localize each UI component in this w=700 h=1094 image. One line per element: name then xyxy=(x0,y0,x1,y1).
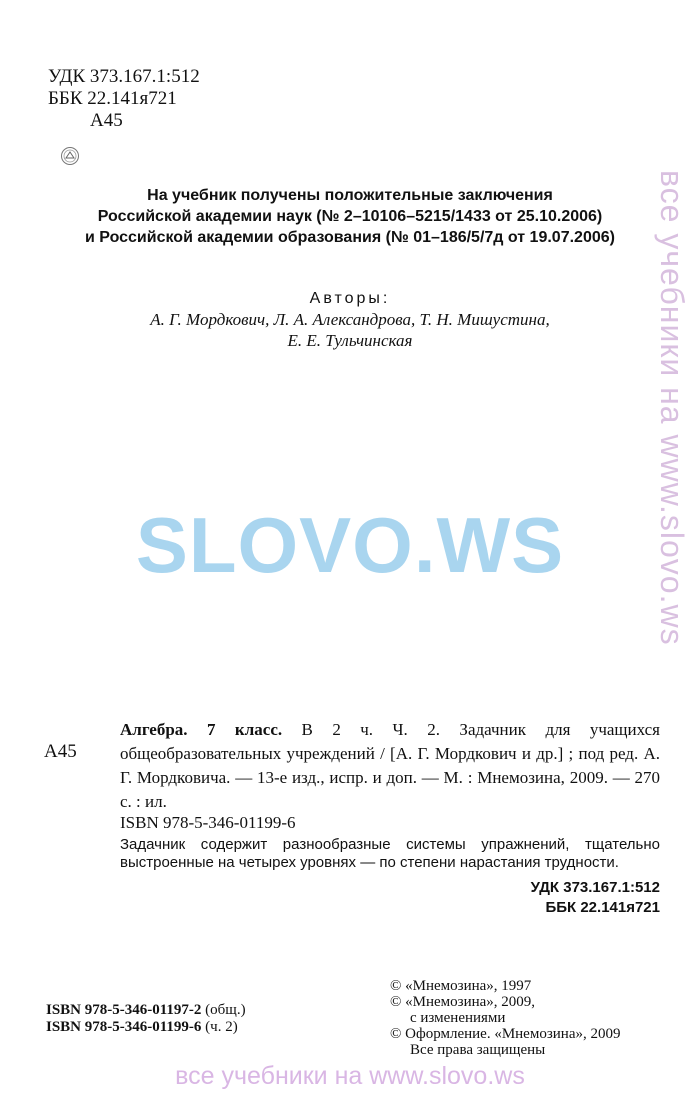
authors-list xyxy=(60,309,640,351)
copyright-block xyxy=(390,978,620,1058)
isbn-general-number: ISBN 978-5-346-01197-2 xyxy=(46,1002,202,1018)
approval-notice xyxy=(40,185,660,248)
udk-right-block xyxy=(440,878,660,918)
approval-line-1: На учебник получены положительные заключения xyxy=(147,187,553,204)
isbn-general xyxy=(46,1002,246,1019)
copyright-line-4: © Оформление. «Мнемозина», 2009 xyxy=(390,1026,621,1042)
age-rating-sign-icon xyxy=(60,146,80,166)
approval-line-2: Российской академии наук (№ 2–10106–5215/1433 от 25.10.2006) xyxy=(97,208,603,225)
copyright-line-1: © «Мнемозина», 1997 xyxy=(390,978,532,994)
footer-watermark: все учебники на www.slovo.ws xyxy=(175,1062,525,1090)
bbk-right-code: ББК 22.141я721 xyxy=(545,899,660,916)
authors-heading: Авторы: xyxy=(309,290,391,307)
udk-right-code: УДК 373.167.1:512 xyxy=(530,879,660,896)
side-watermark: все учебники на www.slovo.ws xyxy=(654,170,690,646)
isbn-part-suffix: (ч. 2) xyxy=(201,1019,238,1035)
copyright-line-3: с изменениями xyxy=(410,1010,506,1026)
authors-line-2: Е. Е. Тульчинская xyxy=(287,331,413,350)
udk-code: УДК 373.167.1:512 xyxy=(48,66,200,87)
approval-line-3: и Российской академии образования (№ 01–186/5/7д от 19.07.2006) xyxy=(85,229,615,246)
catalog-isbn: ISBN 978-5-346-01199-6 xyxy=(120,813,296,832)
isbn-general-suffix: (общ.) xyxy=(201,1002,246,1018)
isbn-part xyxy=(46,1019,246,1036)
author-mark: А45 xyxy=(90,110,123,131)
catalog-title: Алгебра. 7 класс. xyxy=(120,720,283,739)
annotation-text: Задачник содержит разнообразные системы упражнений, тщательно выстроенные на четырех уровнях — по степени нарастания трудности. xyxy=(120,836,660,871)
center-watermark: SLOVO.WS xyxy=(135,501,565,589)
catalog-entry xyxy=(120,718,660,814)
copyright-line-2: © «Мнемозина», 2009, xyxy=(390,994,536,1010)
catalog-code: А45 xyxy=(44,741,77,762)
isbn-part-number: ISBN 978-5-346-01199-6 xyxy=(46,1019,202,1035)
bbk-code: ББК 22.141я721 xyxy=(48,88,177,109)
isbn-list xyxy=(46,1002,246,1036)
udk-classification-block xyxy=(48,66,200,132)
catalog-description: В 2 ч. Ч. 2. Задачник для учащихся общеобразовательных учреждений / [А. Г. Мордкович и др.] ; под ред. А. Г. Мордковича. — 13-е изд., испр. и доп. — М. : Мнемозина, 2009. — 270 с. : ил. xyxy=(120,720,660,811)
authors-line-1: А. Г. Мордкович, Л. А. Александрова, Т. Н. Мишустина, xyxy=(150,310,550,329)
copyright-line-5: Все права защищены xyxy=(410,1042,546,1058)
